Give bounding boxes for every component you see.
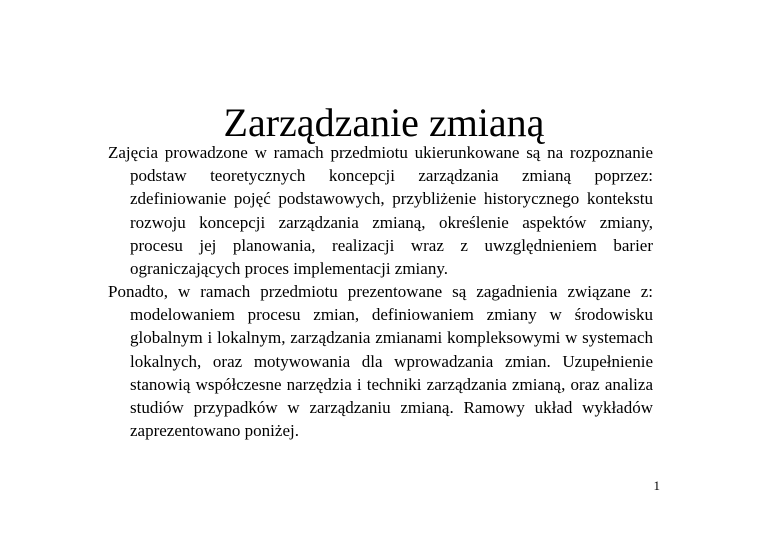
slide-title: Zarządzanie zmianą: [223, 99, 545, 145]
paragraph-topics: Ponadto, w ramach przedmiotu prezentowane są zagadnienia związane z: modelowaniem procesu zmian, definiowaniem zmiany w środowisku globalnym i lokalnym, zarządzania zmianami kompleksowymi w systemach lokalnych, oraz motywowania dla wprowadzania zmian. Uzupełnienie stanowią współczesne narzędzia i techniki zarządzania zmianą, oraz analiza studiów przypadków w zarządzaniu zmianą. Ramowy układ wykładów zaprezentowano poniżej.: [108, 282, 653, 441]
paragraph-intro: Zajęcia prowadzone w ramach przedmiotu ukierunkowane są na rozpoznanie podstaw teoretycznych koncepcji zarządzania zmianą poprzez: zdefiniowanie pojęć podstawowych, przybliżenie historycznego kontekstu rozwoju koncepcji zarządzania zmianą, określenie aspektów zmiany, procesu jej planowania, realizacji wraz z uwzględnieniem barier ograniczających proces implementacji zmiany.: [108, 143, 653, 279]
page-number: 1: [653, 478, 660, 493]
